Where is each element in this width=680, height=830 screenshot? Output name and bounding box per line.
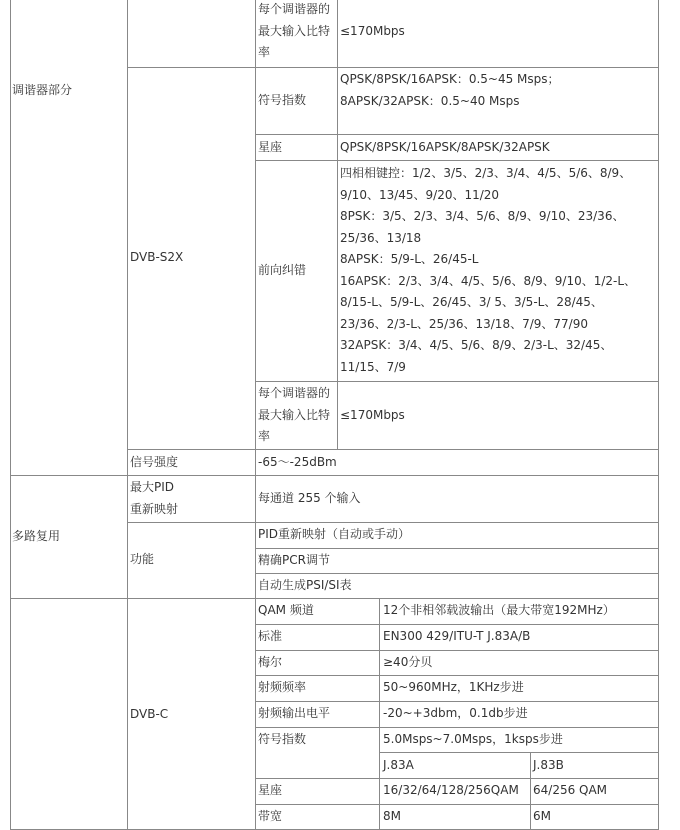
row-label-pid-remap: 最大PID 重新映射 [130,480,179,516]
row-label-signal-strength: 信号强度 [130,455,179,469]
row-value-constellation: QPSK/8PSK/16APSK/8APSK/32APSK [340,140,550,154]
row-label-max-input-rate: 每个调谐器的 最大输入比特 率 [258,2,331,59]
row-value-pid-remap: 每通道 255 个输入 [258,491,361,505]
row-label-mer: 梅尔 [258,655,283,669]
row-value-max-input-rate: ≤170Mbps [340,24,405,38]
row-value-qam-channel: 12个非相邻载波输出（最大带宽192MHz） [383,603,615,617]
row-value-bandwidth-j83a: 8M [383,809,401,823]
row-value-fec: 四相相键控：1/2、3/5、2/3、3/4、4/5、5/6、8/9、 9/10、13/45、9/20、11/20 8PSK：3/5、2/3、3/4、5/6、8/9、9/10、23/36、 25/36、13/18 8APSK：5/9-L、26/45-L 16APSK：2/3、3/4、4/5、5/6、8/9、9/10、1/2-L、 8/15-L、5/9-L、26/45、3/ 5、3/5-L、28/45、 23/36、2/3-L、25/36、13/18、7/9、77/90 32APSK：3/4、4/5、5/6、8/9、2/3-L、32/45、 11/15、7/9 [340,166,637,374]
row-label-symbol-rate: 符号指数 [258,93,307,107]
function-item: PID重新映射（自动或手动） [258,527,411,541]
function-item: 精确PCR调节 [258,553,330,567]
row-value-constellation-j83a: 16/32/64/128/256QAM [383,783,519,797]
row-value-standard: EN300 429/ITU-T J.83A/B [383,629,531,643]
row-label-max-input-rate-s2x: 每个调谐器的 最大输入比特 率 [258,386,331,443]
row-label-bandwidth: 带宽 [258,809,283,823]
row-value-constellation-j83b: 64/256 QAM [533,783,608,797]
row-value-symbol-rate: QPSK/8PSK/16APSK：0.5~45 Msps； 8APSK/32APSK：0.5~40 Msps [340,72,560,108]
std-header-j83b: J.83B [533,758,564,772]
row-label-function: 功能 [130,552,155,566]
row-value-rf-frequency: 50~960MHz，1KHz步进 [383,680,524,694]
function-item: 自动生成PSI/SI表 [258,578,352,592]
section-label-multiplex: 多路复用 [12,529,61,543]
row-label-qam-channel: QAM 频道 [258,603,314,617]
row-label-constellation-c: 星座 [258,783,283,797]
row-label-rf-output-level: 射频输出电平 [258,706,331,720]
section-label-tuner: 调谐器部分 [12,83,73,97]
row-value-signal-strength: -65～-25dBm [258,455,337,469]
row-label-standard: 标准 [258,629,283,643]
std-header-j83a: J.83A [383,758,414,772]
group-label-dvb-s2x: DVB-S2X [130,250,184,264]
row-value-mer: ≥40分贝 [383,655,433,669]
row-label-fec: 前向纠错 [258,263,307,277]
row-label-symbol-rate-c: 符号指数 [258,732,307,746]
row-value-rf-output-level: -20~+3dbm，0.1db步进 [383,706,528,720]
row-label-constellation: 星座 [258,140,283,154]
row-value-symbol-rate-c: 5.0Msps~7.0Msps，1ksps步进 [383,732,563,746]
row-value-bandwidth-j83b: 6M [533,809,551,823]
group-label-dvb-c: DVB-C [130,707,169,721]
row-value-max-input-rate-s2x: ≤170Mbps [340,408,405,422]
row-label-rf-frequency: 射频频率 [258,680,307,694]
